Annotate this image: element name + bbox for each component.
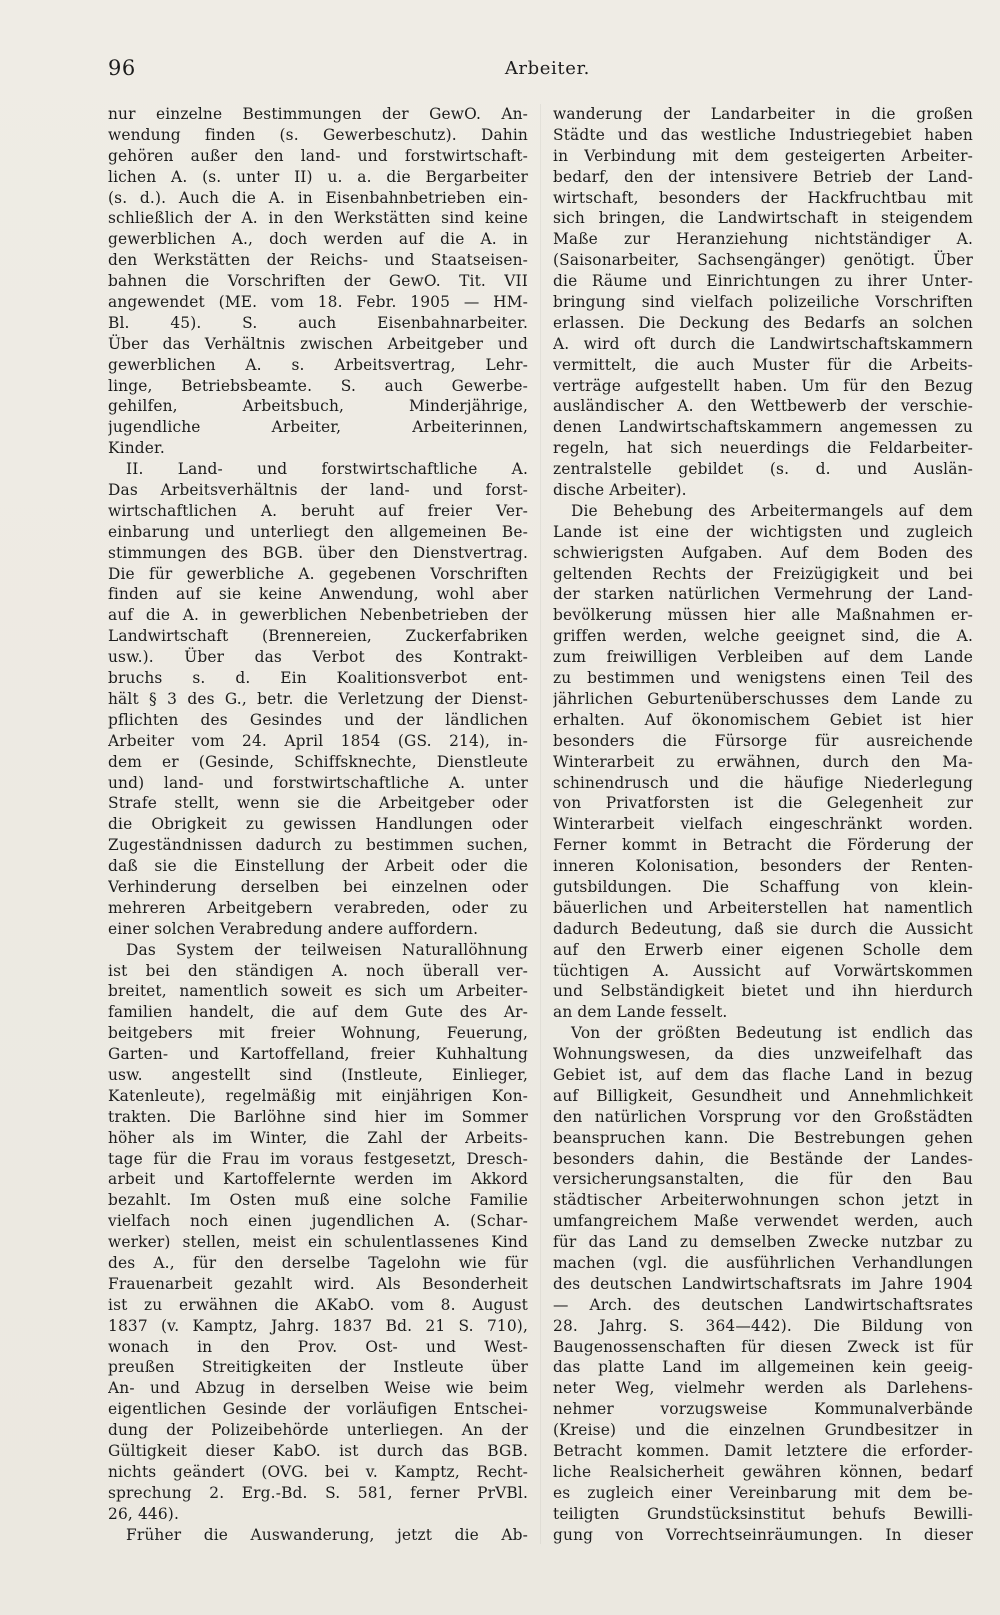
text-line: zu bestimmen und wenigstens einen Teil des [553,669,973,688]
text-line: und Selbständigkeit bietet und ihn hierdurch [553,982,973,1001]
text-line: nichts geändert (OVG. bei v. Kamptz, Recht- [108,1462,528,1481]
text-line: an dem Lande fesselt. [553,1003,728,1022]
text-line: gehilfen, Arbeitsbuch, Minderjährige, [108,397,528,416]
text-line: das platte Land im allgemeinen kein geeig- [553,1358,973,1377]
text-line: stimmungen des BGB. über den Dienstvertrag. [108,543,528,562]
text-line: dadurch Bedeutung, daß sie durch die Aussicht [553,919,973,938]
text-line: Ferner kommt in Betracht die Förderung der [553,836,973,855]
left-text-column [108,104,528,1574]
column-gutter [540,104,541,1544]
text-line: erlassen. Die Deckung des Bedarfs an solchen [553,313,973,332]
text-line: Frauenarbeit gezahlt wird. Als Besonderheit [108,1274,528,1293]
text-line: breitet, namentlich soweit es sich um Arbeiter- [108,982,528,1001]
text-line: Lande ist eine der wichtigsten und zugleich [553,522,973,541]
text-line: bäuerlichen und Arbeiterstellen hat namentlich [553,898,973,917]
text-line: der starken natürlichen Vermehrung der Land- [553,585,973,604]
text-line: einbarung und unterliegt den allgemeinen Be- [108,522,528,541]
text-line: familien handelt, die auf dem Gute des Ar- [108,1003,528,1022]
text-line: sich bringen, die Landwirtschaft in steigendem [553,209,973,228]
text-line: Über das Verhältnis zwischen Arbeitgeber und [108,334,528,353]
text-line: Arbeiter vom 24. April 1854 (GS. 214), in- [108,731,528,750]
text-line: nehmer vorzugsweise Kommunalverbände [553,1400,973,1419]
text-line: Zugeständnissen dadurch zu bestimmen suchen, [108,836,528,855]
text-line: dung der Polizeibehörde unterliegen. An der [108,1421,528,1440]
text-line: einer solchen Verabredung andere auffordern. [108,919,479,938]
text-line: liche Realsicherheit gewähren können, bedarf [553,1462,973,1481]
page-number: 96 [108,56,136,80]
text-line: städtischer Arbeiterwohnungen schon jetzt in [553,1191,973,1210]
text-line: bevölkerung müssen hier alle Maßnahmen er- [553,606,973,625]
text-line: bahnen die Vorschriften der GewO. Tit. VII [108,272,528,291]
text-line: Von der größten Bedeutung ist endlich das [571,1024,973,1043]
text-line: jugendliche Arbeiter, Arbeiterinnen, [108,418,528,437]
text-line: bringung sind vielfach polizeiliche Vorschriften [553,293,973,312]
text-line: ausländischer A. den Wettbewerb der verschie- [553,397,973,416]
text-line: wanderung der Landarbeiter in die großen [553,105,973,123]
text-line: tage für die Frau im voraus festgesetzt, Dresch- [108,1149,528,1168]
text-line: daß sie die Einstellung der Arbeit oder die [108,857,528,876]
text-line: Strafe stellt, wenn sie die Arbeitgeber oder [108,794,528,813]
text-line: ist bei den ständigen A. noch überall ver- [108,961,528,980]
text-line: trakten. Die Barlöhne sind hier im Sommer [108,1107,528,1126]
text-line: sprechung 2. Erg.-Bd. S. 581, ferner PrVBl. [108,1483,528,1502]
text-line: Garten- und Kartoffelland, freier Kuhhaltung [108,1045,528,1064]
text-line: bedarf, den der intensivere Betrieb der Land- [553,167,973,186]
text-line: mehreren Arbeitgebern verabreden, oder zu [108,898,528,917]
text-line: pflichten des Gesindes und der ländlichen [108,710,528,729]
text-line: angewendet (ME. vom 18. Febr. 1905 — HM- [108,293,528,312]
text-line: in Verbindung mit dem gesteigerten Arbeiter- [553,146,973,165]
text-line: regeln, hat sich neuerdings die Feldarbeiter- [553,439,973,458]
page-header [108,50,590,90]
text-line: usw. angestellt sind (Instleute, Einlieger, [108,1065,528,1084]
text-line: denen Landwirtschaftskammern angemessen zu [553,418,973,437]
text-line: Wohnungswesen, da dies unzweifelhaft das [553,1045,973,1064]
text-line: Maße zur Heranziehung nichtständiger A. [553,230,973,249]
text-line: versicherungsanstalten, die für den Bau [553,1170,973,1189]
text-line: teiligten Grundstücksinstitut behufs Bewilli- [553,1504,973,1523]
text-line: die Räume und Einrichtungen zu ihrer Unter- [553,272,973,291]
text-line: (s. d.). Auch die A. in Eisenbahnbetrieben ein- [108,188,528,207]
text-line: gewerblichen A., doch werden auf die A. in [108,230,528,249]
text-line: 1837 (v. Kamptz, Jahrg. 1837 Bd. 21 S. 710), [108,1316,528,1335]
text-line: gewerblichen A. s. Arbeitsvertrag, Lehr- [108,355,528,374]
text-line: usw.). Über das Verbot des Kontrakt- [108,648,528,667]
text-line: beitgebers mit freier Wohnung, Feuerung, [108,1024,528,1043]
text-line: — Arch. des deutschen Landwirtschaftsrates [553,1295,973,1314]
text-line: (Saisonarbeiter, Sachsengänger) genötigt. Über [553,251,973,270]
text-line: machen (vgl. die ausführlichen Verhandlungen [553,1253,973,1272]
text-line: beanspruchen kann. Die Bestrebungen gehen [553,1128,973,1147]
text-line: die Obrigkeit zu gewissen Handlungen oder [108,815,528,834]
text-line: Baugenossenschaften für diesen Zweck ist für [553,1337,973,1356]
text-line: Das Arbeitsverhältnis der land- und forst- [108,481,528,500]
text-line: den Werkstätten der Reichs- und Staatseisen- [108,251,528,270]
text-line: Landwirtschaft (Brennereien, Zuckerfabriken [108,627,528,646]
text-line: Katenleute), regelmäßig mit einjährigen Kon- [108,1086,528,1105]
text-line: Kinder. [108,439,165,458]
text-line: vermittelt, die auch Muster für die Arbeits- [553,355,973,374]
text-line: Gebiet ist, auf dem das flache Land in bezug [553,1065,973,1084]
text-line: des A., für den derselbe Tagelohn wie für [108,1253,528,1272]
text-line: neter Weg, vielmehr werden als Darlehens- [553,1379,973,1398]
text-line: wirtschaft, besonders der Hackfruchtbau mit [553,188,973,207]
text-line: tüchtigen A. Aussicht auf Vorwärtskommen [553,961,973,980]
text-line: Winterarbeit vielfach eingeschränkt worden. [553,815,973,834]
text-line: eigentlichen Gesinde der vorläufigen Entschei- [108,1400,528,1419]
running-head: Arbeiter. [504,58,590,79]
text-line: nur einzelne Bestimmungen der GewO. An- [108,105,528,123]
text-line: schließlich der A. in den Werkstätten sind keine [108,209,528,228]
text-line: griffen werden, welche geeignet sind, die A. [553,627,973,646]
text-line: finden auf sie keine Anwendung, wohl aber [108,585,528,604]
text-line: wendung finden (s. Gewerbeschutz). Dahin [108,125,528,144]
text-line: vielfach noch einen jugendlichen A. (Schar- [108,1212,528,1231]
text-line: Gültigkeit dieser KabO. ist durch das BGB. [108,1442,528,1460]
text-line: zum freiwilligen Verbleiben auf dem Lande [553,648,973,667]
text-line: erhalten. Auf ökonomischem Gebiet ist hier [553,710,973,729]
text-line: Betracht kommen. Damit letztere die erforder- [553,1442,973,1460]
text-line: zentralstelle gebildet (s. d. und Auslän- [553,460,973,479]
text-line: dische Arbeiter). [553,481,687,500]
text-line: schinendrusch und die häufige Niederlegung [553,773,973,792]
text-line: Die für gewerbliche A. gegebenen Vorschriften [108,564,528,583]
text-line: besonders die Fürsorge für ausreichende [553,731,973,750]
text-line: Früher die Auswanderung, jetzt die Ab- [126,1525,528,1544]
text-line: von Privatforsten ist die Gelegenheit zur [553,794,973,813]
text-line: besonders dahin, die Bestände der Landes- [553,1149,973,1168]
text-line: den natürlichen Vorsprung vor den Großstädten [553,1107,973,1126]
text-line: Verhinderung derselben bei einzelnen oder [108,877,528,896]
text-line: Winterarbeit zu erwähnen, durch den Ma- [553,752,973,771]
text-line: für das Land zu demselben Zwecke nutzbar zu [553,1233,973,1252]
text-line: des deutschen Landwirtschaftsrats im Jahre 1904 [553,1274,973,1293]
text-line: hält § 3 des G., betr. die Verletzung der Dienst- [108,689,528,708]
text-line: gung von Vorrechtseinräumungen. In dieser [553,1525,973,1544]
text-line: gutsbildungen. Die Schaffung von klein- [553,877,973,896]
text-line: es zugleich einer Vereinbarung mit dem be- [553,1483,973,1502]
text-line: bruchs s. d. Ein Koalitionsverbot ent- [108,669,528,688]
right-text-column [553,104,973,1574]
text-line: linge, Betriebsbeamte. S. auch Gewerbe- [108,376,528,395]
text-line: und) land- und forstwirtschaftliche A. unter [108,773,528,792]
text-line: lichen A. (s. unter II) u. a. die Bergarbeiter [108,167,528,186]
text-line: wirtschaftlichen A. beruht auf freier Ver- [108,501,528,520]
text-line: An- und Abzug in derselben Weise wie beim [108,1379,528,1398]
text-line: inneren Kolonisation, besonders der Renten- [553,857,973,876]
text-line: Städte und das westliche Industriegebiet haben [553,125,973,144]
text-line: ist zu erwähnen die AKabO. vom 8. August [108,1295,528,1314]
text-line: arbeit und Kartoffelernte werden im Akkord [108,1170,528,1189]
text-line: auf die A. in gewerblichen Nebenbetrieben der [108,606,528,625]
text-line: dem er (Gesinde, Schiffsknechte, Dienstleute [108,752,528,771]
text-line: jährlichen Geburtenüberschusses dem Lande zu [553,689,973,708]
text-line: A. wird oft durch die Landwirtschaftskammern [553,334,973,353]
text-line: werker) stellen, meist ein schulentlassenes Kind [108,1233,528,1252]
text-line: auf Billigkeit, Gesundheit und Annehmlichkeit [553,1086,973,1105]
text-line: verträge aufgestellt haben. Um für den Bezug [553,376,973,395]
text-line: 28. Jahrg. S. 364—442). Die Bildung von [553,1316,973,1335]
text-line: Bl. 45). S. auch Eisenbahnarbeiter. [108,313,528,332]
text-line: II. Land- und forstwirtschaftliche A. [126,460,528,479]
text-line: umfangreichem Maße verwendet werden, auch [553,1212,973,1231]
text-line: (Kreise) und die einzelnen Grundbesitzer in [553,1421,973,1440]
text-line: wonach in den Prov. Ost- und West- [108,1337,528,1356]
text-line: bezahlt. Im Osten muß eine solche Familie [108,1191,528,1210]
text-line: auf den Erwerb einer eigenen Scholle dem [553,940,973,959]
text-line: gehören außer den land- und forstwirtschaft- [108,146,528,165]
text-line: Die Behebung des Arbeitermangels auf dem [571,501,973,520]
text-line: preußen Streitigkeiten der Instleute über [108,1358,528,1377]
text-line: höher als im Winter, die Zahl der Arbeits- [108,1128,528,1147]
text-line: Das System der teilweisen Naturallöhnung [126,940,528,959]
text-line: geltenden Rechts der Freizügigkeit und bei [553,564,973,583]
text-line: 26, 446). [108,1504,179,1523]
text-line: schwierigsten Aufgaben. Auf dem Boden des [553,543,973,562]
